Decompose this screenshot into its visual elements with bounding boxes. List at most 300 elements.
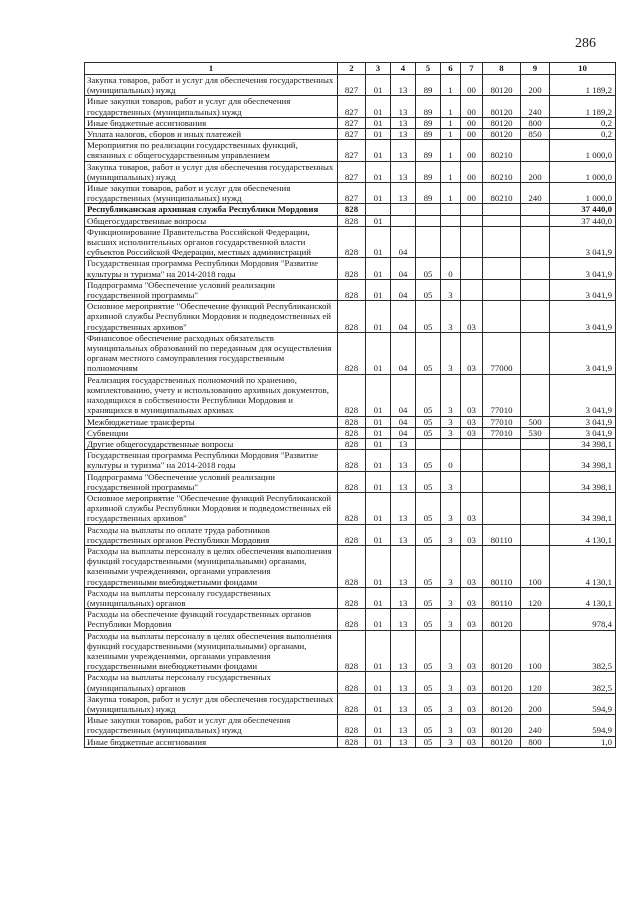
table-row — [85, 492, 616, 524]
code-cell-c7 — [461, 438, 483, 449]
table-row — [85, 332, 616, 374]
code-cell-c7: 03 — [461, 630, 483, 672]
code-cell-c5: 05 — [416, 450, 441, 471]
code-cell-c3: 01 — [366, 301, 391, 333]
code-cell-c8 — [483, 204, 521, 215]
code-cell-c6: 0 — [441, 450, 461, 471]
code-cell-c6: 3 — [441, 279, 461, 300]
code-cell-c3: 01 — [366, 524, 391, 545]
table-row — [85, 129, 616, 140]
code-cell-c2: 828 — [338, 545, 366, 587]
table-body — [85, 75, 616, 748]
code-cell-c8 — [483, 226, 521, 258]
row-description: Межбюджетные трансферты — [85, 416, 338, 427]
code-cell-c4: 13 — [391, 736, 416, 747]
code-cell-c5: 05 — [416, 609, 441, 630]
code-cell-c4: 13 — [391, 161, 416, 182]
code-cell-c4: 04 — [391, 332, 416, 374]
code-cell-c6: 3 — [441, 609, 461, 630]
code-cell-c8 — [483, 471, 521, 492]
table-row — [85, 545, 616, 587]
code-cell-c4: 13 — [391, 524, 416, 545]
code-cell-c3: 01 — [366, 161, 391, 182]
code-cell-c4: 04 — [391, 279, 416, 300]
header-cell-8: 8 — [483, 63, 521, 75]
amount-cell: 34 398,1 — [550, 492, 616, 524]
code-cell-c6: 3 — [441, 587, 461, 608]
code-cell-c2: 828 — [338, 332, 366, 374]
code-cell-c3: 01 — [366, 75, 391, 96]
code-cell-c9: 500 — [521, 416, 550, 427]
amount-cell: 34 398,1 — [550, 438, 616, 449]
row-description: Закупка товаров, работ и услуг для обеспечения государственных (муниципальных) нужд — [85, 161, 338, 182]
table-row — [85, 715, 616, 736]
code-cell-c4 — [391, 215, 416, 226]
code-cell-c6: 3 — [441, 736, 461, 747]
code-cell-c6 — [441, 226, 461, 258]
table-row — [85, 215, 616, 226]
code-cell-c8: 80120 — [483, 96, 521, 117]
code-cell-c8: 80110 — [483, 524, 521, 545]
code-cell-c3: 01 — [366, 427, 391, 438]
code-cell-c9 — [521, 226, 550, 258]
code-cell-c7: 00 — [461, 183, 483, 204]
row-description: Мероприятия по реализации государственных функций, связанных с общегосударственным управлением — [85, 140, 338, 161]
row-description: Функционирование Правительства Российской Федерации, высших исполнительных органов государственной власти субъектов Российской Федерации, местных администраций — [85, 226, 338, 258]
code-cell-c2: 828 — [338, 450, 366, 471]
code-cell-c4: 13 — [391, 492, 416, 524]
code-cell-c7: 03 — [461, 427, 483, 438]
code-cell-c2: 828 — [338, 416, 366, 427]
code-cell-c6: 3 — [441, 374, 461, 416]
code-cell-c5 — [416, 204, 441, 215]
code-cell-c8: 80110 — [483, 545, 521, 587]
code-cell-c3: 01 — [366, 715, 391, 736]
row-description: Республиканская архивная служба Республики Мордовия — [85, 204, 338, 215]
code-cell-c5: 89 — [416, 140, 441, 161]
code-cell-c9 — [521, 279, 550, 300]
code-cell-c3: 01 — [366, 129, 391, 140]
code-cell-c8: 80120 — [483, 693, 521, 714]
amount-cell: 1 000,0 — [550, 161, 616, 182]
code-cell-c2: 828 — [338, 258, 366, 279]
code-cell-c4: 13 — [391, 587, 416, 608]
code-cell-c4: 13 — [391, 545, 416, 587]
code-cell-c7: 03 — [461, 715, 483, 736]
budget-table — [84, 62, 616, 748]
table-row — [85, 672, 616, 693]
code-cell-c5: 89 — [416, 129, 441, 140]
code-cell-c7: 00 — [461, 75, 483, 96]
code-cell-c5: 05 — [416, 693, 441, 714]
code-cell-c7 — [461, 471, 483, 492]
code-cell-c4: 13 — [391, 96, 416, 117]
code-cell-c8: 77010 — [483, 416, 521, 427]
code-cell-c9: 800 — [521, 736, 550, 747]
code-cell-c5: 89 — [416, 183, 441, 204]
code-cell-c8: 80210 — [483, 183, 521, 204]
code-cell-c5: 89 — [416, 75, 441, 96]
table-row — [85, 416, 616, 427]
header-cell-5: 5 — [416, 63, 441, 75]
row-description: Финансовое обеспечение расходных обязательств муниципальных образований по переданным для осуществления органам местного самоуправления государственным полномочиям — [85, 332, 338, 374]
code-cell-c8: 80120 — [483, 672, 521, 693]
code-cell-c6: 3 — [441, 715, 461, 736]
code-cell-c2: 828 — [338, 471, 366, 492]
code-cell-c5: 05 — [416, 672, 441, 693]
code-cell-c3: 01 — [366, 279, 391, 300]
code-cell-c7: 00 — [461, 117, 483, 128]
code-cell-c7: 03 — [461, 332, 483, 374]
code-cell-c2: 828 — [338, 736, 366, 747]
code-cell-c7 — [461, 450, 483, 471]
code-cell-c3: 01 — [366, 545, 391, 587]
row-description: Государственная программа Республики Мордовия "Развитие культуры и туризма" на 2014-2018 годы — [85, 450, 338, 471]
code-cell-c9: 120 — [521, 672, 550, 693]
code-cell-c3: 01 — [366, 332, 391, 374]
code-cell-c4 — [391, 204, 416, 215]
code-cell-c7: 03 — [461, 672, 483, 693]
code-cell-c6: 3 — [441, 693, 461, 714]
code-cell-c3: 01 — [366, 492, 391, 524]
code-cell-c5: 05 — [416, 427, 441, 438]
row-description: Расходы на выплаты по оплате труда работников государственных органов Республики Мордовия — [85, 524, 338, 545]
code-cell-c6: 3 — [441, 427, 461, 438]
code-cell-c4: 13 — [391, 693, 416, 714]
code-cell-c6: 3 — [441, 524, 461, 545]
code-cell-c4: 13 — [391, 471, 416, 492]
amount-cell: 1 000,0 — [550, 140, 616, 161]
code-cell-c8: 80120 — [483, 75, 521, 96]
row-description: Подпрограмма "Обеспечение условий реализации государственной программы" — [85, 279, 338, 300]
row-description: Общегосударственные вопросы — [85, 215, 338, 226]
code-cell-c3: 01 — [366, 183, 391, 204]
code-cell-c2: 828 — [338, 715, 366, 736]
code-cell-c3: 01 — [366, 96, 391, 117]
code-cell-c9 — [521, 258, 550, 279]
code-cell-c7: 03 — [461, 416, 483, 427]
code-cell-c3: 01 — [366, 672, 391, 693]
code-cell-c9 — [521, 524, 550, 545]
code-cell-c9: 100 — [521, 630, 550, 672]
row-description: Закупка товаров, работ и услуг для обеспечения государственных (муниципальных) нужд — [85, 75, 338, 96]
code-cell-c6 — [441, 438, 461, 449]
row-description: Субвенции — [85, 427, 338, 438]
code-cell-c8: 80120 — [483, 129, 521, 140]
code-cell-c7: 00 — [461, 140, 483, 161]
amount-cell: 37 440,0 — [550, 204, 616, 215]
row-description: Иные закупки товаров, работ и услуг для обеспечения государственных (муниципальных) нужд — [85, 715, 338, 736]
table-row — [85, 609, 616, 630]
code-cell-c9: 200 — [521, 75, 550, 96]
code-cell-c6: 1 — [441, 75, 461, 96]
code-cell-c6: 1 — [441, 140, 461, 161]
code-cell-c6: 3 — [441, 416, 461, 427]
row-description: Иные бюджетные ассигнования — [85, 736, 338, 747]
table-row — [85, 279, 616, 300]
code-cell-c2: 827 — [338, 129, 366, 140]
code-cell-c9 — [521, 374, 550, 416]
code-cell-c9: 100 — [521, 545, 550, 587]
amount-cell: 4 130,1 — [550, 524, 616, 545]
code-cell-c2: 827 — [338, 140, 366, 161]
code-cell-c9 — [521, 301, 550, 333]
code-cell-c3: 01 — [366, 630, 391, 672]
code-cell-c5: 05 — [416, 416, 441, 427]
code-cell-c6: 1 — [441, 161, 461, 182]
code-cell-c2: 828 — [338, 587, 366, 608]
amount-cell: 978,4 — [550, 609, 616, 630]
code-cell-c7 — [461, 258, 483, 279]
row-description: Основное мероприятие "Обеспечение функций Республиканской архивной службы Республики Мордовия и подведомственных ей государственных архивов" — [85, 492, 338, 524]
table-row — [85, 140, 616, 161]
header-cell-4: 4 — [391, 63, 416, 75]
code-cell-c9: 200 — [521, 161, 550, 182]
code-cell-c2: 828 — [338, 226, 366, 258]
code-cell-c5: 05 — [416, 374, 441, 416]
amount-cell: 3 041,9 — [550, 416, 616, 427]
table-row — [85, 75, 616, 96]
amount-cell: 37 440,0 — [550, 215, 616, 226]
code-cell-c9 — [521, 215, 550, 226]
code-cell-c8: 80110 — [483, 587, 521, 608]
code-cell-c5 — [416, 226, 441, 258]
code-cell-c5: 05 — [416, 471, 441, 492]
code-cell-c4: 13 — [391, 672, 416, 693]
table-row — [85, 471, 616, 492]
amount-cell: 1 189,2 — [550, 96, 616, 117]
code-cell-c8 — [483, 215, 521, 226]
code-cell-c9: 120 — [521, 587, 550, 608]
code-cell-c2: 828 — [338, 279, 366, 300]
code-cell-c7: 03 — [461, 587, 483, 608]
table-row — [85, 301, 616, 333]
code-cell-c9 — [521, 438, 550, 449]
code-cell-c4: 04 — [391, 226, 416, 258]
row-description: Иные бюджетные ассигнования — [85, 117, 338, 128]
code-cell-c5: 05 — [416, 332, 441, 374]
table-row — [85, 117, 616, 128]
amount-cell: 594,9 — [550, 715, 616, 736]
code-cell-c4: 13 — [391, 630, 416, 672]
code-cell-c8: 77000 — [483, 332, 521, 374]
code-cell-c9 — [521, 492, 550, 524]
header-cell-2: 2 — [338, 63, 366, 75]
code-cell-c9: 240 — [521, 715, 550, 736]
code-cell-c2: 827 — [338, 117, 366, 128]
code-cell-c3: 01 — [366, 438, 391, 449]
code-cell-c7: 00 — [461, 161, 483, 182]
code-cell-c9: 530 — [521, 427, 550, 438]
code-cell-c2: 828 — [338, 215, 366, 226]
code-cell-c7: 03 — [461, 492, 483, 524]
code-cell-c8: 80120 — [483, 630, 521, 672]
code-cell-c2: 828 — [338, 492, 366, 524]
code-cell-c6: 1 — [441, 96, 461, 117]
header-cell-3: 3 — [366, 63, 391, 75]
code-cell-c9 — [521, 332, 550, 374]
code-cell-c7: 00 — [461, 129, 483, 140]
code-cell-c8: 80120 — [483, 117, 521, 128]
table-row — [85, 438, 616, 449]
code-cell-c4: 04 — [391, 258, 416, 279]
header-cell-10: 10 — [550, 63, 616, 75]
code-cell-c8: 80120 — [483, 609, 521, 630]
code-cell-c3: 01 — [366, 226, 391, 258]
code-cell-c6: 3 — [441, 630, 461, 672]
code-cell-c5: 05 — [416, 545, 441, 587]
code-cell-c8 — [483, 279, 521, 300]
code-cell-c9: 850 — [521, 129, 550, 140]
table-row — [85, 427, 616, 438]
amount-cell: 3 041,9 — [550, 427, 616, 438]
code-cell-c7: 03 — [461, 374, 483, 416]
amount-cell: 1 000,0 — [550, 183, 616, 204]
code-cell-c5 — [416, 438, 441, 449]
code-cell-c6: 1 — [441, 117, 461, 128]
amount-cell: 34 398,1 — [550, 450, 616, 471]
code-cell-c2: 828 — [338, 693, 366, 714]
code-cell-c3 — [366, 204, 391, 215]
code-cell-c9 — [521, 140, 550, 161]
code-cell-c2: 828 — [338, 609, 366, 630]
amount-cell: 1,0 — [550, 736, 616, 747]
code-cell-c7: 03 — [461, 524, 483, 545]
row-description: Расходы на выплаты персоналу в целях обеспечения выполнения функций государственными (муниципальными) органами, казенными учреждениями, органами управления государственными внебюджетными фондами — [85, 545, 338, 587]
code-cell-c6: 3 — [441, 492, 461, 524]
amount-cell: 4 130,1 — [550, 545, 616, 587]
code-cell-c4: 13 — [391, 75, 416, 96]
table-row — [85, 630, 616, 672]
code-cell-c3: 01 — [366, 140, 391, 161]
code-cell-c3: 01 — [366, 609, 391, 630]
row-description: Расходы на обеспечение функций государственных органов Республики Мордовия — [85, 609, 338, 630]
code-cell-c9 — [521, 450, 550, 471]
code-cell-c3: 01 — [366, 693, 391, 714]
code-cell-c7 — [461, 204, 483, 215]
amount-cell: 34 398,1 — [550, 471, 616, 492]
code-cell-c6 — [441, 204, 461, 215]
code-cell-c2: 828 — [338, 672, 366, 693]
header-cell-9: 9 — [521, 63, 550, 75]
row-description: Основное мероприятие "Обеспечение функций Республиканской архивной службы Республики Мордовия и подведомственных ей государственных архивов" — [85, 301, 338, 333]
row-description: Подпрограмма "Обеспечение условий реализации государственной программы" — [85, 471, 338, 492]
amount-cell: 382,5 — [550, 630, 616, 672]
code-cell-c3: 01 — [366, 471, 391, 492]
table-row — [85, 204, 616, 215]
amount-cell: 4 130,1 — [550, 587, 616, 608]
header-cell-1: 1 — [85, 63, 338, 75]
amount-cell: 1 189,2 — [550, 75, 616, 96]
code-cell-c4: 04 — [391, 374, 416, 416]
code-cell-c5: 05 — [416, 492, 441, 524]
code-cell-c6: 1 — [441, 183, 461, 204]
code-cell-c8: 77010 — [483, 374, 521, 416]
row-description: Уплата налогов, сборов и иных платежей — [85, 129, 338, 140]
code-cell-c7: 00 — [461, 96, 483, 117]
code-cell-c7: 03 — [461, 693, 483, 714]
code-cell-c6: 3 — [441, 301, 461, 333]
code-cell-c4: 13 — [391, 438, 416, 449]
code-cell-c6: 1 — [441, 129, 461, 140]
code-cell-c7: 03 — [461, 301, 483, 333]
code-cell-c2: 827 — [338, 96, 366, 117]
code-cell-c2: 828 — [338, 438, 366, 449]
code-cell-c9 — [521, 609, 550, 630]
code-cell-c5: 89 — [416, 96, 441, 117]
code-cell-c2: 827 — [338, 161, 366, 182]
code-cell-c3: 01 — [366, 117, 391, 128]
table-row — [85, 374, 616, 416]
amount-cell: 3 041,9 — [550, 279, 616, 300]
row-description: Иные закупки товаров, работ и услуг для обеспечения государственных (муниципальных) нужд — [85, 96, 338, 117]
code-cell-c3: 01 — [366, 374, 391, 416]
code-cell-c2: 828 — [338, 630, 366, 672]
row-description: Государственная программа Республики Мордовия "Развитие культуры и туризма" на 2014-2018 годы — [85, 258, 338, 279]
header-row — [85, 63, 616, 75]
row-description: Реализация государственных полномочий по хранению, комплектованию, учету и использованию архивных документов, находящихся в собственности Республики Мордовия и хранящихся в муниципальных архивах — [85, 374, 338, 416]
code-cell-c3: 01 — [366, 258, 391, 279]
code-cell-c8 — [483, 492, 521, 524]
code-cell-c9 — [521, 471, 550, 492]
code-cell-c8 — [483, 438, 521, 449]
code-cell-c2: 828 — [338, 374, 366, 416]
header-cell-6: 6 — [441, 63, 461, 75]
code-cell-c8: 80120 — [483, 715, 521, 736]
code-cell-c2: 828 — [338, 204, 366, 215]
code-cell-c5: 89 — [416, 117, 441, 128]
code-cell-c9: 800 — [521, 117, 550, 128]
table-row — [85, 226, 616, 258]
row-description: Расходы на выплаты персоналу государственных (муниципальных) органов — [85, 587, 338, 608]
code-cell-c9: 200 — [521, 693, 550, 714]
table-row — [85, 258, 616, 279]
code-cell-c4: 13 — [391, 715, 416, 736]
code-cell-c4: 04 — [391, 301, 416, 333]
amount-cell: 0,2 — [550, 129, 616, 140]
code-cell-c5: 05 — [416, 301, 441, 333]
page-number: 286 — [575, 36, 596, 51]
table-row — [85, 736, 616, 747]
code-cell-c6: 3 — [441, 672, 461, 693]
code-cell-c8: 80120 — [483, 736, 521, 747]
table-row — [85, 450, 616, 471]
code-cell-c8 — [483, 450, 521, 471]
header-cell-7: 7 — [461, 63, 483, 75]
code-cell-c6: 3 — [441, 545, 461, 587]
code-cell-c8: 77010 — [483, 427, 521, 438]
code-cell-c4: 04 — [391, 427, 416, 438]
code-cell-c3: 01 — [366, 736, 391, 747]
table-row — [85, 524, 616, 545]
code-cell-c8 — [483, 301, 521, 333]
table-row — [85, 693, 616, 714]
code-cell-c4: 13 — [391, 450, 416, 471]
row-description: Закупка товаров, работ и услуг для обеспечения государственных (муниципальных) нужд — [85, 693, 338, 714]
code-cell-c5: 05 — [416, 524, 441, 545]
code-cell-c7: 03 — [461, 545, 483, 587]
row-description: Иные закупки товаров, работ и услуг для обеспечения государственных (муниципальных) нужд — [85, 183, 338, 204]
code-cell-c7 — [461, 226, 483, 258]
code-cell-c5: 05 — [416, 715, 441, 736]
code-cell-c2: 828 — [338, 301, 366, 333]
code-cell-c6: 3 — [441, 471, 461, 492]
code-cell-c8: 80210 — [483, 140, 521, 161]
code-cell-c7: 03 — [461, 609, 483, 630]
amount-cell: 3 041,9 — [550, 226, 616, 258]
amount-cell: 3 041,9 — [550, 301, 616, 333]
row-description: Расходы на выплаты персоналу в целях обеспечения выполнения функций государственными (муниципальными) органами, казенными учреждениями, органами управления государственными внебюджетными фондами — [85, 630, 338, 672]
